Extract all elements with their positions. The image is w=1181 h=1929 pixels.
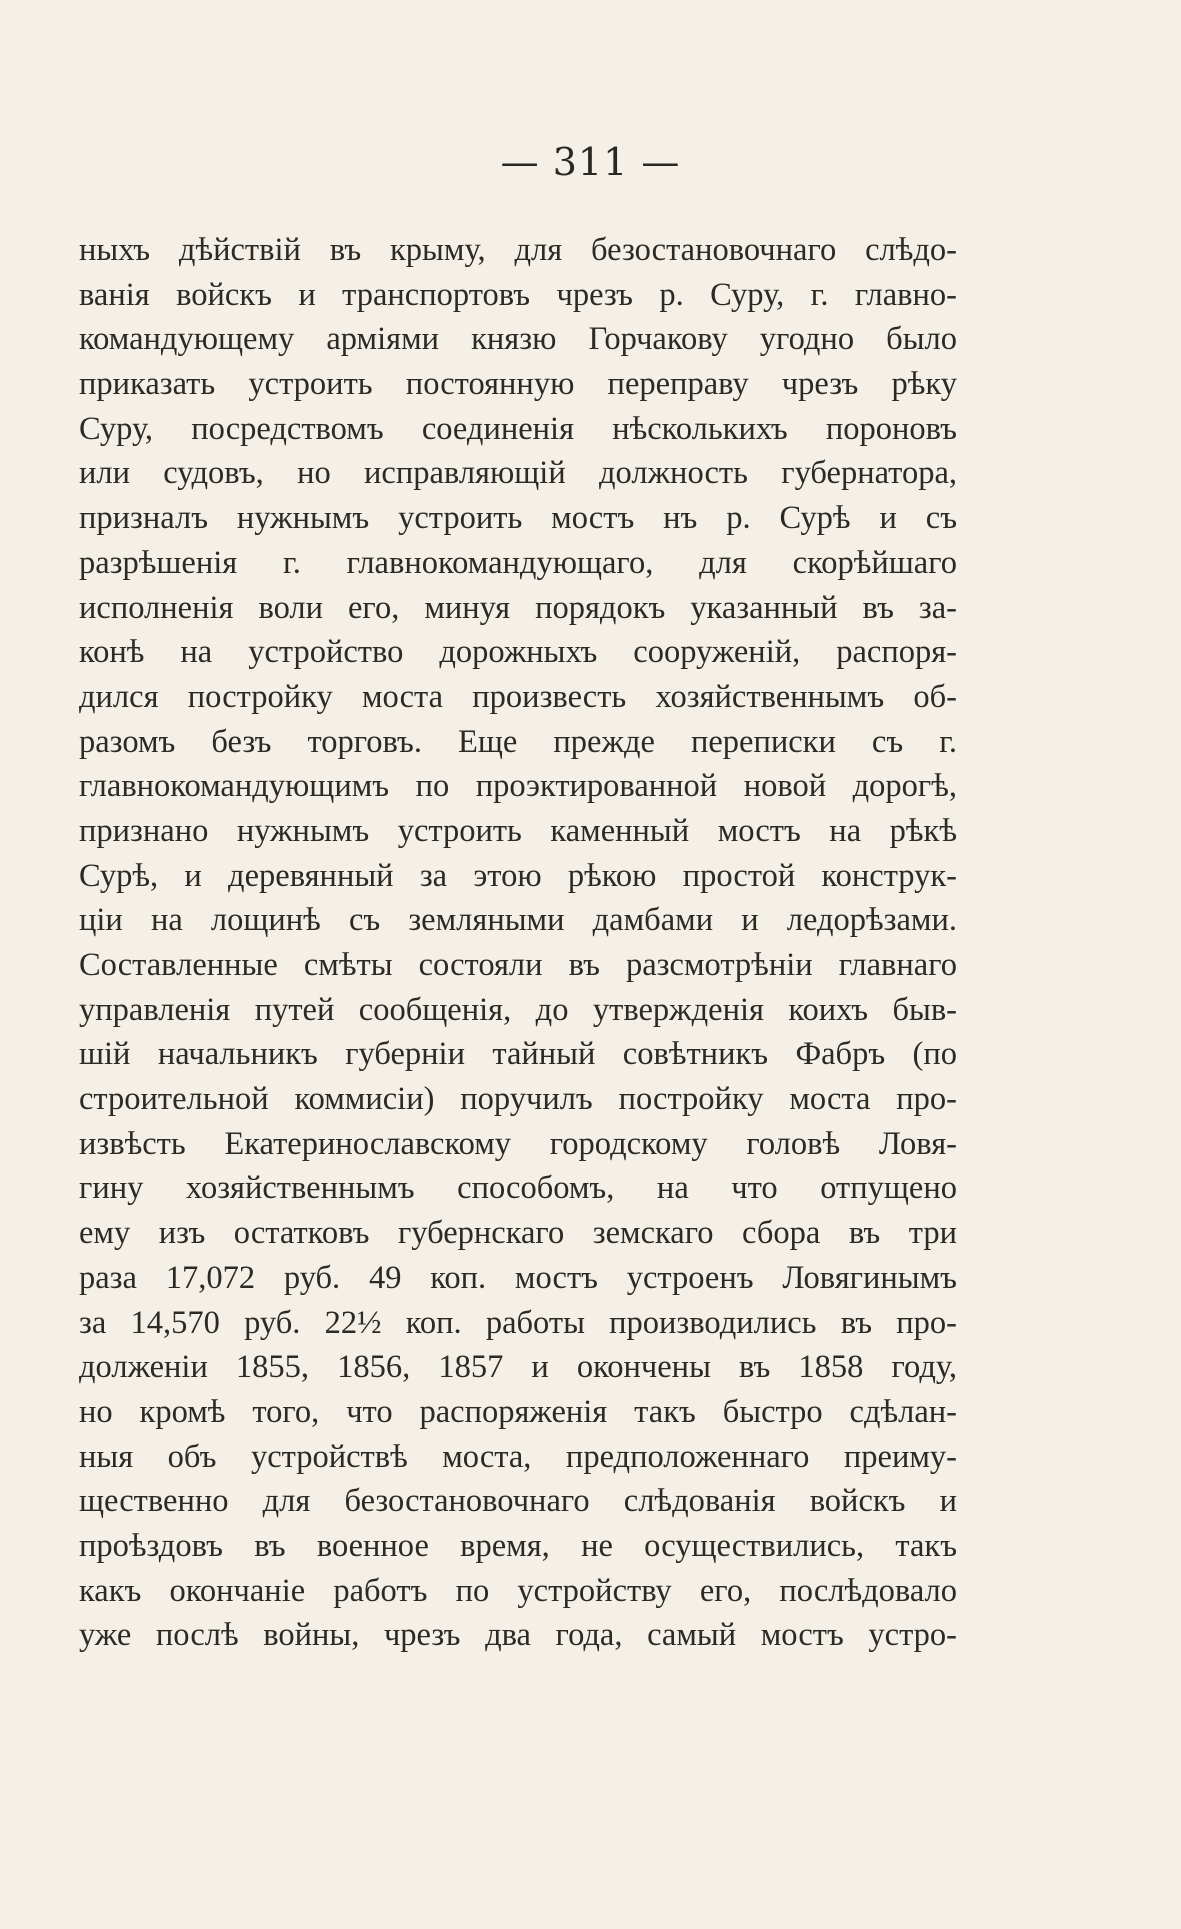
text-line: командующему арміями князю Горчакову угодно было: [79, 321, 957, 358]
text-line: шій начальникъ губерніи тайный совѣтникъ Фабръ (по: [79, 1036, 957, 1073]
body-text: [79, 228, 957, 1658]
text-line: раза 17,072 руб. 49 коп. мостъ устроенъ Ловягинымъ: [79, 1259, 957, 1296]
text-line: проѣздовъ въ военное время, не осуществились, такъ: [79, 1527, 957, 1564]
text-line: приказать устроить постоянную переправу чрезъ рѣку: [79, 366, 957, 403]
text-line: ему изъ остатковъ губернскаго земскаго сбора въ три: [79, 1215, 957, 1252]
text-line: извѣсть Екатеринославскому городскому головѣ Ловя-: [79, 1125, 957, 1162]
text-line: гину хозяйственнымъ способомъ, на что отпущено: [79, 1170, 957, 1207]
text-line: Суру, посредствомъ соединенія нѣсколькихъ пороновъ: [79, 410, 957, 447]
text-line: конѣ на устройство дорожныхъ сооруженій, распоря-: [79, 634, 957, 671]
text-line: ціи на лощинѣ съ земляными дамбами и ледорѣзами.: [79, 902, 957, 939]
text-line: долженіи 1855, 1856, 1857 и окончены въ 1858 году,: [79, 1349, 957, 1386]
text-line: щественно для безостановочнаго слѣдованія войскъ и: [79, 1483, 957, 1520]
text-line: признано нужнымъ устроить каменный мостъ на рѣкѣ: [79, 812, 957, 849]
text-line: строительной коммисіи) поручилъ постройку моста про-: [79, 1081, 957, 1118]
text-line: дился постройку моста произвесть хозяйственнымъ об-: [79, 678, 957, 715]
text-line: уже послѣ войны, чрезъ два года, самый мостъ устро-: [79, 1617, 957, 1654]
text-line: ванія войскъ и транспортовъ чрезъ р. Суру, г. главно-: [79, 276, 957, 313]
text-line: разрѣшенія г. главнокомандующаго, для скорѣйшаго: [79, 544, 957, 581]
text-line: призналъ нужнымъ устроить мостъ нъ р. Сурѣ и съ: [79, 500, 957, 537]
text-line: или судовъ, но исправляющій должность губернатора,: [79, 455, 957, 492]
text-line: какъ окончаніе работъ по устройству его, послѣдовало: [79, 1572, 957, 1609]
text-line: разомъ безъ торговъ. Еще прежде переписки съ г.: [79, 723, 957, 760]
text-line: ныя объ устройствѣ моста, предположеннаго преиму-: [79, 1438, 957, 1475]
text-line: Составленные смѣты состояли въ разсмотрѣніи главнаго: [79, 947, 957, 983]
text-line: главнокомандующимъ по проэктированной новой дорогѣ,: [79, 768, 957, 805]
text-line: исполненія воли его, минуя порядокъ указанный въ за-: [79, 589, 957, 626]
text-line: управленія путей сообщенія, до утвержденія коихъ быв-: [79, 991, 957, 1028]
text-line: за 14,570 руб. 22½ коп. работы производились въ про-: [79, 1304, 957, 1341]
page-number: — 311 —: [500, 140, 681, 184]
text-line: ныхъ дѣйствій въ крыму, для безостановочнаго слѣдо-: [79, 232, 957, 268]
text-line: но кромѣ того, что распоряженія такъ быстро сдѣлан-: [79, 1393, 957, 1430]
text-line: Сурѣ, и деревянный за этою рѣкою простой конструк-: [79, 857, 957, 894]
